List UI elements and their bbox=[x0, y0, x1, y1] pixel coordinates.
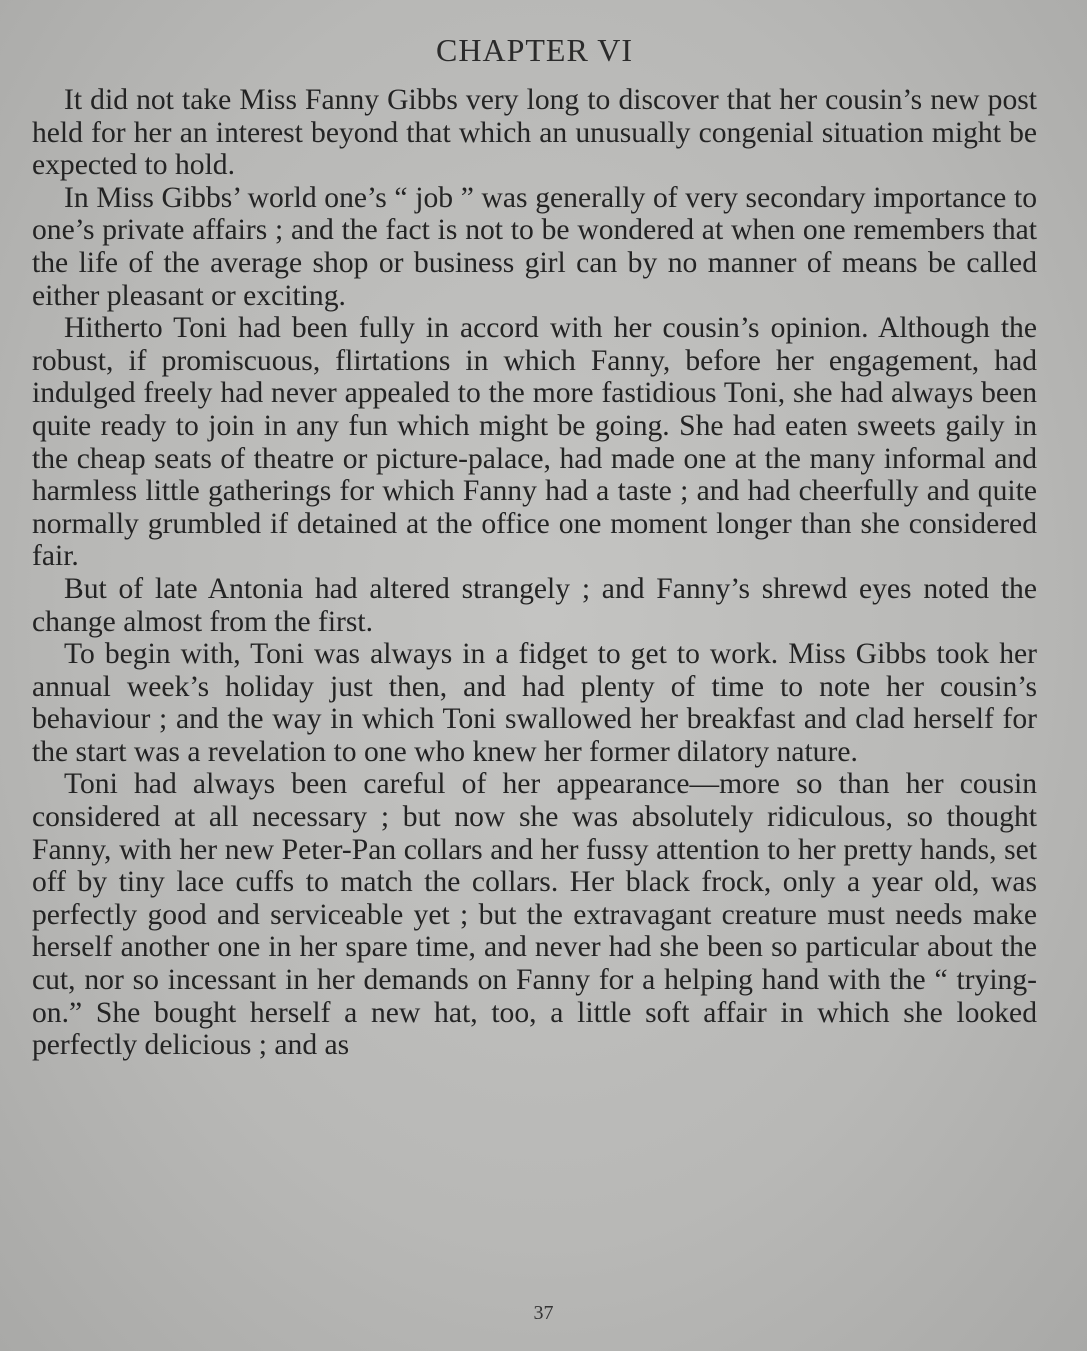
paragraph: It did not take Miss Fanny Gibbs very long to discover that her cousin’s new post held for her an interest beyond that which an unusually congenial situation might be expected to hold. bbox=[32, 84, 1037, 182]
paragraph: To begin with, Toni was always in a fidget to get to work. Miss Gibbs took her annual week’s holiday just then, and had plenty of time to note her cousin’s behaviour ; and the way in which Toni swallowed her breakfast and clad herself for the start was a revelation to one who knew her former dilatory nature. bbox=[32, 638, 1037, 768]
paragraph: But of late Antonia had altered strangely ; and Fanny’s shrewd eyes noted the change almost from the first. bbox=[32, 572, 1037, 638]
paragraph: Toni had always been careful of her appearance—more so than her cousin considered at all necessary ; but now she was absolutely ridiculous, so thought Fanny, with her new Peter-Pan collars and her fussy attention to her pretty hands, set off by tiny lace cuffs to match the collars. Her black frock, only a year old, was perfectly good and serviceable yet ; but the extravagant creature must needs make herself another one in her spare time, and never had she been so particular about the cut, nor so incessant in her demands on Fanny for a helping hand with the “ trying-on.” She bought herself a new hat, too, a little soft affair in which she looked perfectly delicious ; and as bbox=[32, 768, 1037, 1062]
page-number: 37 bbox=[533, 1302, 554, 1324]
chapter-body bbox=[32, 84, 1037, 1062]
paragraph: In Miss Gibbs’ world one’s “ job ” was generally of very secondary importance to one’s private affairs ; and the fact is not to be wondered at when one remembers that the life of the average shop or business girl can by no manner of means be called either pleasant or exciting. bbox=[32, 181, 1037, 312]
chapter-title: CHAPTER VI bbox=[436, 32, 633, 68]
paragraph: Hitherto Toni had been fully in accord with her cousin’s opinion. Although the robust, if promiscuous, flirtations in which Fanny, before her engagement, had indulged freely had never appealed to the more fastidious Toni, she had always been quite ready to join in any fun which might be going. She had eaten sweets gaily in the cheap seats of theatre or picture-palace, had made one at the many informal and harmless little gatherings for which Fanny had a taste ; and had cheerfully and quite normally grumbled if detained at the office one moment longer than she considered fair. bbox=[32, 312, 1037, 573]
